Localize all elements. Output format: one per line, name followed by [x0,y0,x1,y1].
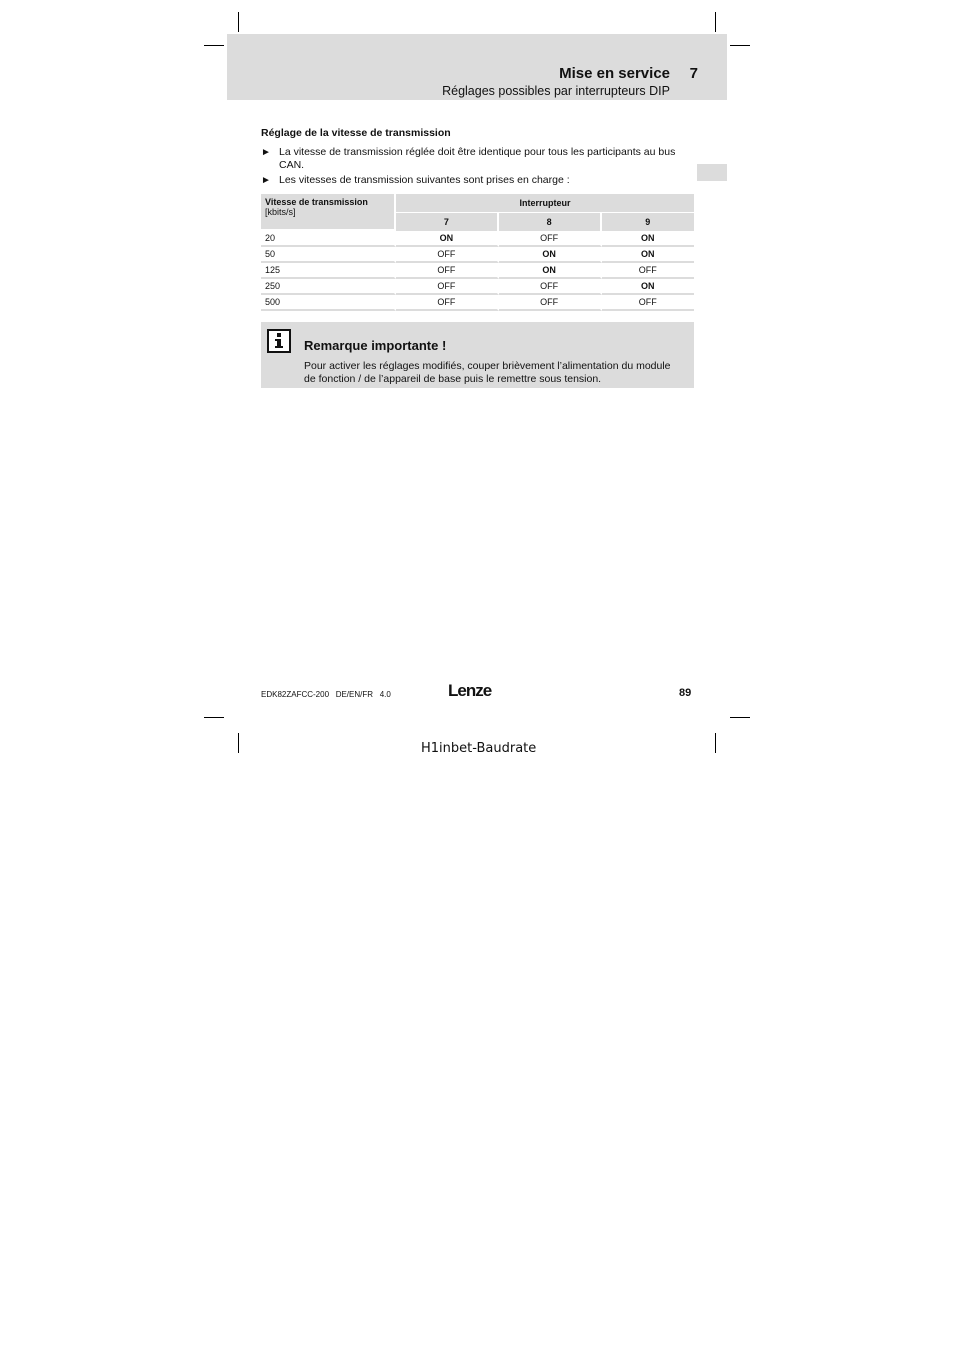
note-title: Remarque importante ! [304,338,447,353]
cell-rate: 20 [261,231,396,247]
crop-mark-bottom-right-h [730,717,750,718]
col-header-switch-8: 8 [499,212,602,231]
cell-rate: 50 [261,247,396,263]
header-band [227,34,727,100]
table-row [261,263,694,279]
col-header-unit: [kbits/s] [265,207,296,217]
cell-switch-9: ON [602,231,695,247]
cell-switch-9: OFF [602,263,695,279]
cell-switch-7: OFF [396,263,499,279]
table-row [261,247,694,263]
bullet-arrow-icon: ► [261,175,271,186]
cell-switch-9: ON [602,279,695,295]
cell-switch-8: ON [499,247,602,263]
cell-switch-8: OFF [499,231,602,247]
cell-switch-7: OFF [396,247,499,263]
chapter-number: 7 [689,65,698,82]
cell-rate: 250 [261,279,396,295]
col-header-bold: Vitesse de transmission [265,197,368,207]
table-row [261,295,694,311]
crop-mark-bottom-left-h [204,717,224,718]
col-header-switch-9: 9 [602,212,695,231]
cell-switch-7: OFF [396,279,499,295]
bullet-text: La vitesse de transmission réglée doit être identique pour tous les participants au bus CAN. [279,146,676,171]
important-note-box [261,322,694,388]
table-row [261,231,694,247]
col-header-baudrate [261,194,396,231]
cell-switch-8: ON [499,263,602,279]
group-header-switch: Interrupteur [396,194,694,212]
lenze-logo: Lenze [448,681,492,700]
cell-rate: 500 [261,295,396,311]
bullet-list [261,146,696,189]
document-code: EDK82ZAFCC-200 DE/EN/FR 4.0 [261,690,391,699]
crop-mark-top-right [715,12,716,32]
bullet-text: Les vitesses de transmission suivantes sont prises en charge : [279,174,570,186]
baudrate-table [261,194,694,311]
cell-rate: 125 [261,263,396,279]
cell-switch-9: OFF [602,295,695,311]
col-header-switch-7: 7 [396,212,499,231]
cell-switch-7: OFF [396,295,499,311]
cell-switch-8: OFF [499,279,602,295]
cell-switch-8: OFF [499,295,602,311]
language-tab-marker [697,164,727,181]
bullet-arrow-icon: ► [261,147,271,158]
page-number: 89 [679,687,692,699]
chapter-title: Mise en service [559,65,670,82]
crop-mark-top-left-h [204,45,224,46]
chapter-subtitle: Réglages possibles par interrupteurs DIP [442,84,670,98]
table-row [261,279,694,295]
crop-mark-bottom-right [715,733,716,753]
section-heading: Réglage de la vitesse de transmission [261,127,451,139]
bottom-label: H1inbet-Baudrate [421,741,537,756]
crop-mark-top-left [238,12,239,32]
list-item [261,146,696,172]
list-item [261,174,696,187]
crop-mark-bottom-left [238,733,239,753]
info-icon [267,329,291,353]
note-text: Pour activer les réglages modifiés, couper brièvement l’alimentation du module de fonction / de l’appareil de base puis le remettre sous tension. [304,360,671,385]
crop-mark-top-right-h [730,45,750,46]
cell-switch-9: ON [602,247,695,263]
cell-switch-7: ON [396,231,499,247]
